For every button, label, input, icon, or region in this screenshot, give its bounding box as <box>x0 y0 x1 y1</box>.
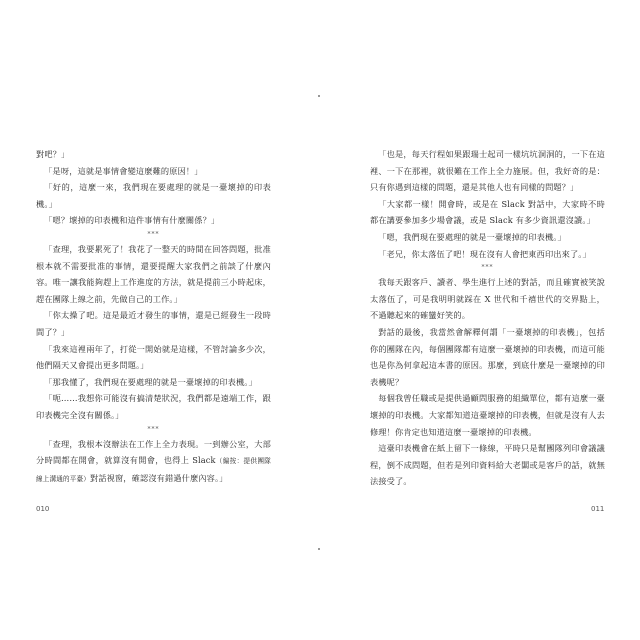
paragraph: 每個我曾任職或是提供過顧問服務的組織單位，都有這麼一臺壞掉的印表機。大家都知道這臺壞掉的印表機，但就是沒有人去修理！你肯定也知道這麼一臺壞掉的印表機。 <box>370 393 605 437</box>
paragraph <box>36 436 271 488</box>
gutter-mark-bottom <box>318 548 320 550</box>
paragraph-text-tail: 對話視窗，確認沒有錯過什麼內容。」 <box>89 472 228 483</box>
left-page <box>36 146 271 487</box>
paragraph: 「我來這裡兩年了，打從一開始就是這樣，不管討論多少次，他們隔天又會提出更多問題。」 <box>36 343 271 371</box>
editor-note: （編按：提供團隊線上溝通的平臺） <box>36 457 272 483</box>
gutter-mark-top <box>318 95 320 97</box>
section-separator: *** <box>147 425 160 433</box>
paragraph: 「你太操了吧。這是最近才發生的事情，還是已經發生一段時間了？」 <box>36 310 271 337</box>
paragraph: 「大家都一樣！開會時，或是在 Slack 對話中，大家時不時都在講要參加多少場會議，或是 Slack 有多少資訊還沒讀。」 <box>370 198 605 226</box>
page-number-right: 011 <box>591 505 605 513</box>
paragraph: 「嗯？壞掉的印表機和這件事情有什麼關係？」 <box>44 215 220 226</box>
paragraph: 對話的最後，我當然會解釋何謂「一臺壞掉的印表機」，包括你的團隊在內，每個團隊都有這麼一臺壞掉的印表機，而這可能也是你為何拿起這本書的原因。那麼，到底什麼是一臺壞掉的印表機呢？ <box>370 326 605 387</box>
paragraph: 「好的，這麼一來，我們現在要處理的就是一臺壞掉的印表機。」 <box>36 182 271 209</box>
right-page <box>370 146 605 490</box>
paragraph: 「那我懂了，我們現在要處理的就是一臺壞掉的印表機。」 <box>44 376 257 387</box>
section-separator: *** <box>481 264 494 272</box>
paragraph: 「是呀，這就是事情會變這麼難的原因！」 <box>44 165 203 176</box>
paragraph-text: 「查理，我根本沒辦法在工作上全力表現。一到辦公室，大部分時間都在開會，就算沒有開會，也得上 Slack <box>36 438 271 466</box>
paragraph: 「也是，每天行程如果跟瑞士起司一樣坑坑洞洞的，一下在這裡、一下在那裡，就很難在工作上全力施展。但，我好奇的是：只有你遇到這樣的問題，還是其他人也有同樣的問題？」 <box>370 149 605 193</box>
paragraph: 這臺印表機會在紙上留下一條線，平時只是幫團隊列印會議議程，倒不成問題，但若是列印資料給大老闆或是客戶的話，就無法接受了。 <box>370 443 605 487</box>
paragraph: 「查理，我要累死了！我花了一整天的時間在回答問題，批准根本就不需要批准的事情，還要提醒大家我們之前談了什麼內容。唯一讓我能夠趕上工作進度的方法，就是提前三小時起床，趕在團隊上線之前，先做自己的工作。」 <box>36 243 271 304</box>
paragraph: 「老兄，你太落伍了吧！現在沒有人會把東西印出來了。」 <box>378 248 591 259</box>
page-number-left: 010 <box>36 505 50 513</box>
paragraph: 「呃……我想你可能沒有搞清楚狀況，我們都是遠端工作，跟印表機完全沒有關係。」 <box>36 393 271 420</box>
paragraph: 我每天跟客戶、讀者、學生進行上述的對話，而且確實被笑說太落伍了，可是我明明就踩在 X 世代和千禧世代的交界點上，不過聽起來的確蠻好笑的。 <box>370 277 605 321</box>
paragraph: 「嗯，我們現在要處理的就是一臺壞掉的印表機。」 <box>378 231 566 242</box>
paragraph: 對吧？」 <box>36 149 70 159</box>
section-separator: *** <box>147 230 160 238</box>
